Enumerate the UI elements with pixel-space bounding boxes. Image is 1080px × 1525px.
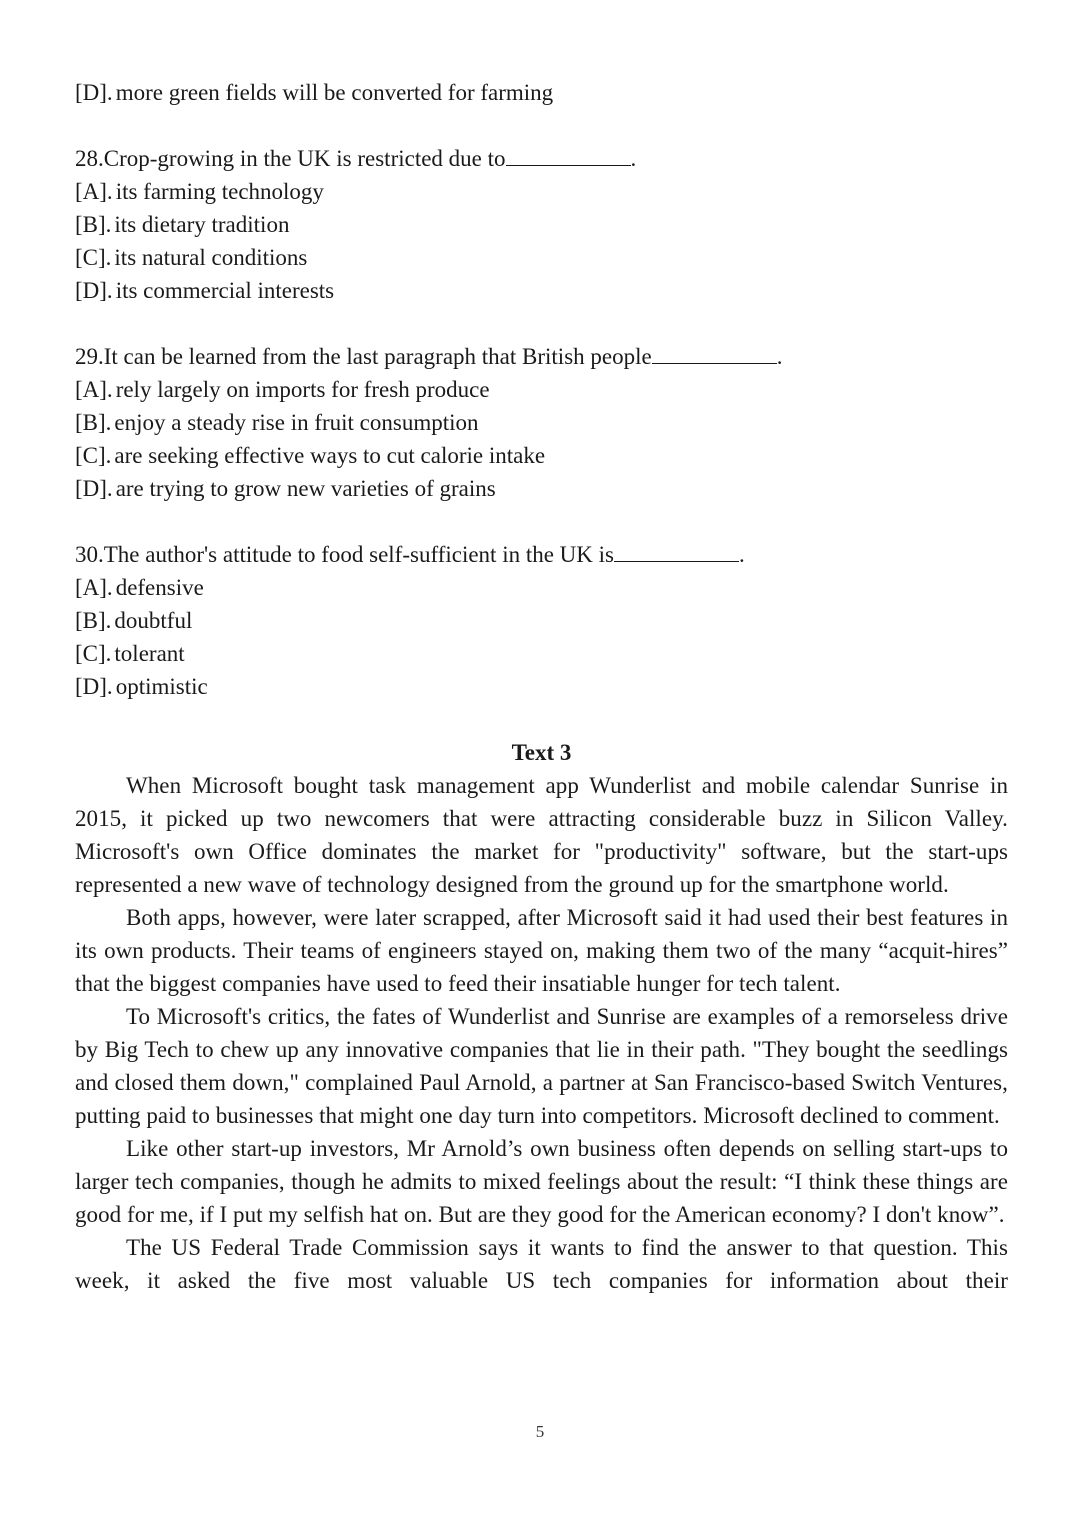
answer-blank (652, 341, 777, 364)
option-label: [C]. (75, 641, 112, 666)
question-number: 28. (75, 146, 104, 171)
option-text: tolerant (114, 641, 185, 666)
question-number: 29. (75, 344, 104, 369)
option-text: its commercial interests (115, 278, 335, 303)
question-stem (75, 538, 1008, 571)
option-c (75, 637, 1008, 670)
question-29 (75, 340, 1008, 505)
option-a (75, 571, 1008, 604)
option-label: [D]. (75, 476, 113, 501)
option-text: doubtful (114, 608, 193, 633)
option-c (75, 241, 1008, 274)
option-d (75, 274, 1008, 307)
question-text: The author's attitude to food self-sufficient in the UK is (103, 542, 614, 567)
passage-title: Text 3 (511, 740, 572, 765)
option-d (75, 670, 1008, 703)
passage-paragraph: Like other start-up investors, Mr Arnold’s own business often depends on selling start-ups to larger tech companies, though he admits to mixed feelings about the result: “I think these things are good for me, if I put my selfish hat on. But are they good for the American economy? I don't know”. (75, 1136, 1008, 1227)
question-28 (75, 142, 1008, 307)
option-text: are trying to grow new varieties of grains (115, 476, 496, 501)
option-label: [D]. (75, 674, 113, 699)
passage-paragraph: The US Federal Trade Commission says it wants to find the answer to that question. This week, it asked the five most valuable US tech companies for information about their (75, 1235, 1008, 1293)
stem-period: . (739, 542, 745, 567)
option-a (75, 373, 1008, 406)
option-text: optimistic (115, 674, 208, 699)
option-d (75, 472, 1008, 505)
option-b (75, 208, 1008, 241)
option-text: enjoy a steady rise in fruit consumption (114, 410, 479, 435)
option-text: rely largely on imports for fresh produce (115, 377, 490, 402)
option-label: [A]. (75, 179, 113, 204)
option-b (75, 604, 1008, 637)
option-label: [C]. (75, 245, 112, 270)
question-number: 30. (75, 542, 104, 567)
reading-passage-text-3 (75, 736, 1008, 1297)
question-stem (75, 142, 1008, 175)
option-label: [D]. (75, 278, 113, 303)
option-text: are seeking effective ways to cut calorie intake (114, 443, 546, 468)
question-text: Crop-growing in the UK is restricted due to (103, 146, 506, 171)
option-a (75, 175, 1008, 208)
stem-period: . (776, 344, 783, 369)
option-text: more green fields will be converted for farming (115, 80, 554, 105)
option-27-d (75, 76, 1008, 109)
option-label: [A]. (75, 575, 113, 600)
option-label: [A]. (75, 377, 113, 402)
stem-period: . (630, 146, 637, 171)
option-label: [B]. (75, 410, 112, 435)
option-label: [D]. (75, 80, 113, 105)
passage-paragraph: Both apps, however, were later scrapped, after Microsoft said it had used their best features in its own products. Their teams of engineers stayed on, making them two of the many “acquit-hires” that the biggest companies have used to feed their insatiable hunger for tech talent. (75, 905, 1008, 996)
question-30 (75, 538, 1008, 703)
option-text: defensive (115, 575, 204, 600)
option-b (75, 406, 1008, 439)
option-text: its farming technology (115, 179, 324, 204)
option-label: [B]. (75, 608, 112, 633)
question-stem (75, 340, 1008, 373)
answer-blank (506, 143, 631, 166)
answer-blank (614, 539, 739, 562)
exam-page (75, 76, 1008, 1297)
option-text: its natural conditions (114, 245, 308, 270)
option-text: its dietary tradition (114, 212, 290, 237)
option-label: [B]. (75, 212, 112, 237)
passage-paragraph: To Microsoft's critics, the fates of Wunderlist and Sunrise are examples of a remorseless drive by Big Tech to chew up any innovative companies that lie in their path. "They bought the seedlings and closed them down," complained Paul Arnold, a partner at San Francisco-based Switch Ventures, putting paid to businesses that might one day turn into competitors. Microsoft declined to comment. (75, 1004, 1008, 1128)
question-text: It can be learned from the last paragraph that British people (103, 344, 652, 369)
option-label: [C]. (75, 443, 112, 468)
option-c (75, 439, 1008, 472)
passage-paragraph: When Microsoft bought task management app Wunderlist and mobile calendar Sunrise in 2015, it picked up two newcomers that were attracting considerable buzz in Silicon Valley. Microsoft's own Office dominates the market for "productivity" software, but the start-ups represented a new wave of technology designed from the ground up for the smartphone world. (75, 773, 1008, 897)
page-number: 5 (535, 1422, 545, 1441)
